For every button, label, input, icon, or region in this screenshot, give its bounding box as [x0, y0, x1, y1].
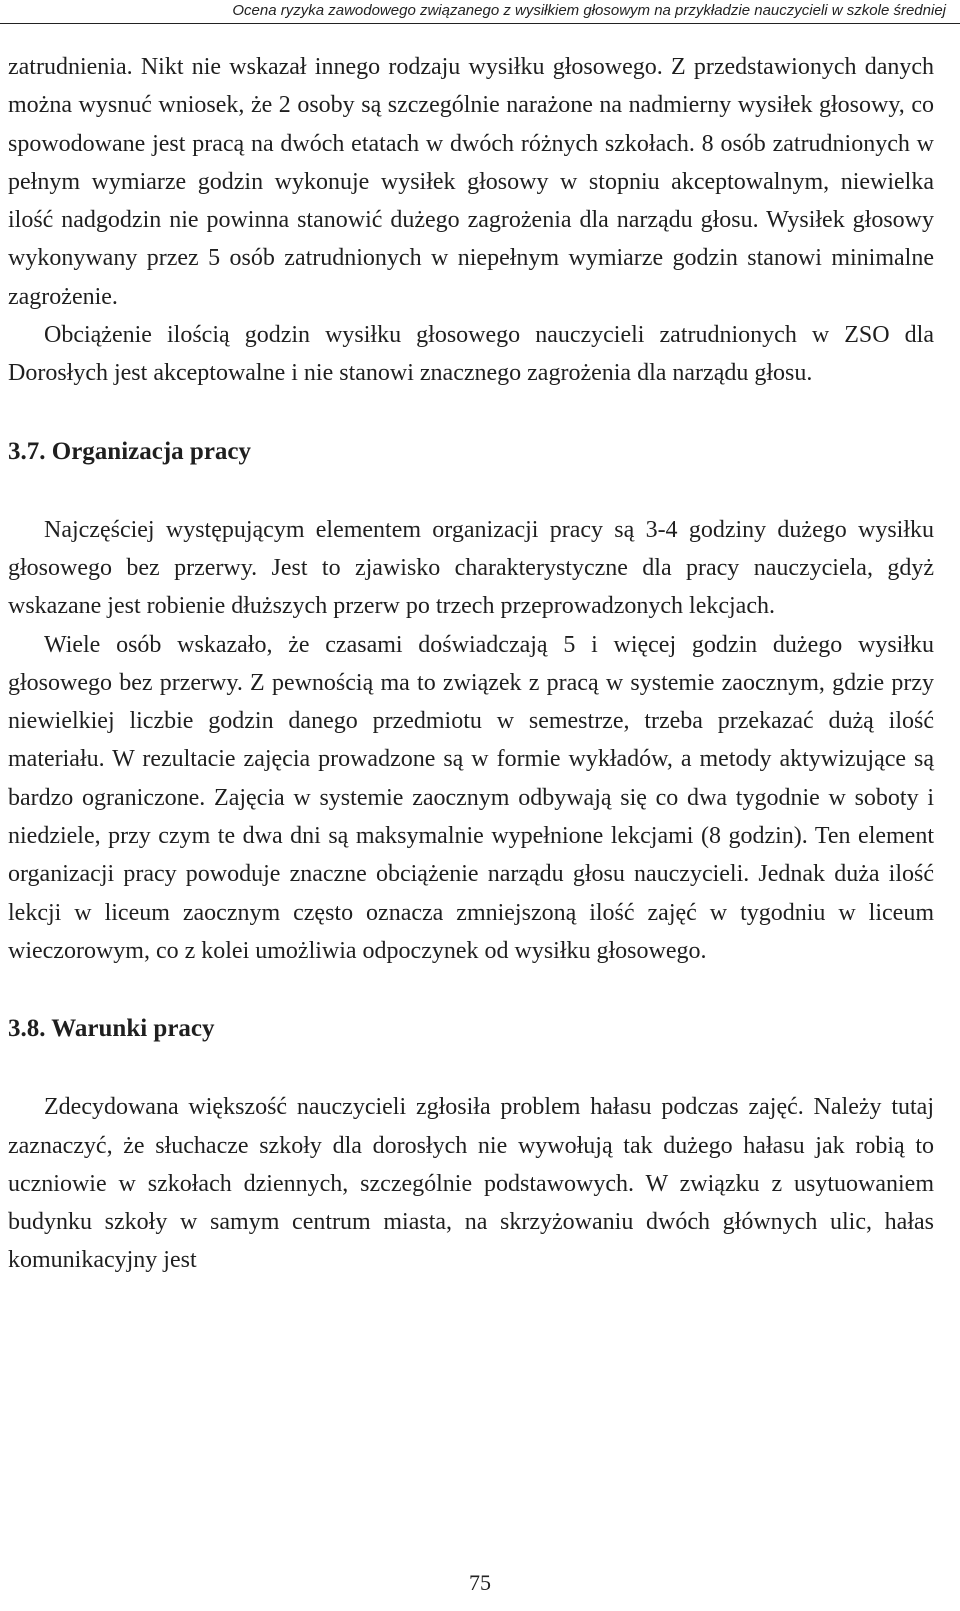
- page-number: 75: [469, 1570, 491, 1595]
- running-header: [0, 0, 960, 24]
- paragraph-summary: Obciążenie ilością godzin wysiłku głosowego nauczycieli zatrudnionych w ZSO dla Dorosłych jest akceptowalne i nie stanowi znacznego zagrożenia dla narządu głosu.: [8, 322, 934, 387]
- section-heading-organizacja-pracy: 3.7. Organizacja pracy: [8, 437, 252, 465]
- section-heading-warunki-pracy: 3.8. Warunki pracy: [8, 1015, 215, 1043]
- paragraph-organizacja-2: Wiele osób wskazało, że czasami doświadczają 5 i więcej godzin dużego wysiłku głosowego bez przerwy. Z pewnością ma to związek z pracą w systemie zaocznym, gdzie przy niewielkiej liczbie godzin danego przedmiotu w semestrze, trzeba przekazać dużą ilość materiału. W rezultacie zajęcia prowadzone są w formie wykładów, a metody aktywizujące są bardzo ograniczone. Zajęcia w systemie zaocznym odbywają się co dwa tygodnie w soboty i niedziele, przy czym te dwa dni są maksymalnie wypełnione lekcjami (8 godzin). Ten element organizacji pracy powoduje znaczne obciążenie narządu głosu nauczycieli. Jednak duża ilość lekcji w liceum zaocznym często oznacza zmniejszoną ilość zajęć w tygodniu w liceum wieczorowym, co z kolei umożliwia odpoczynek od wysiłku głosowego.: [8, 631, 934, 964]
- paragraph-organizacja-1: Najczęściej występującym elementem organizacji pracy są 3-4 godziny dużego wysiłku głosowego bez przerwy. Jest to zjawisko charakterystyczne dla pracy nauczyciela, gdyż wskazane jest robienie dłuższych przerw po trzech przeprowadzonych lekcjach.: [8, 516, 934, 620]
- page-body: [8, 48, 934, 1280]
- running-title: Ocena ryzyka zawodowego związanego z wysiłkiem głosowym na przykładzie nauczycieli w szkole średniej: [232, 2, 946, 19]
- paragraph-warunki-1: Zdecydowana większość nauczycieli zgłosiła problem hałasu podczas zajęć. Należy tutaj zaznaczyć, że słuchacze szkoły dla dorosłych nie wywołują tak dużego hałasu jak robią to uczniowie w szkołach dziennych, szczególnie podstawowych. W związku z usytuowaniem budynku szkoły w samym centrum miasta, na skrzyżowaniu dwóch głównych ulic, hałas komunikacyjny jest: [8, 1094, 934, 1274]
- paragraph-continuation: zatrudnienia. Nikt nie wskazał innego rodzaju wysiłku głosowego. Z przedstawionych danych można wysnuć wniosek, że 2 osoby są szczególnie narażone na nadmierny wysiłek głosowy, co spowodowane jest pracą na dwóch etatach w dwóch różnych szkołach. 8 osób zatrudnionych w pełnym wymiarze godzin wykonuje wysiłek głosowy w stopniu akceptowalnym, niewielka ilość nadgodzin nie powinna stanowić dużego zagrożenia dla narządu głosu. Wysiłek głosowy wykonywany przez 5 osób zatrudnionych w niepełnym wymiarze godzin stanowi minimalne zagrożenie.: [8, 54, 934, 310]
